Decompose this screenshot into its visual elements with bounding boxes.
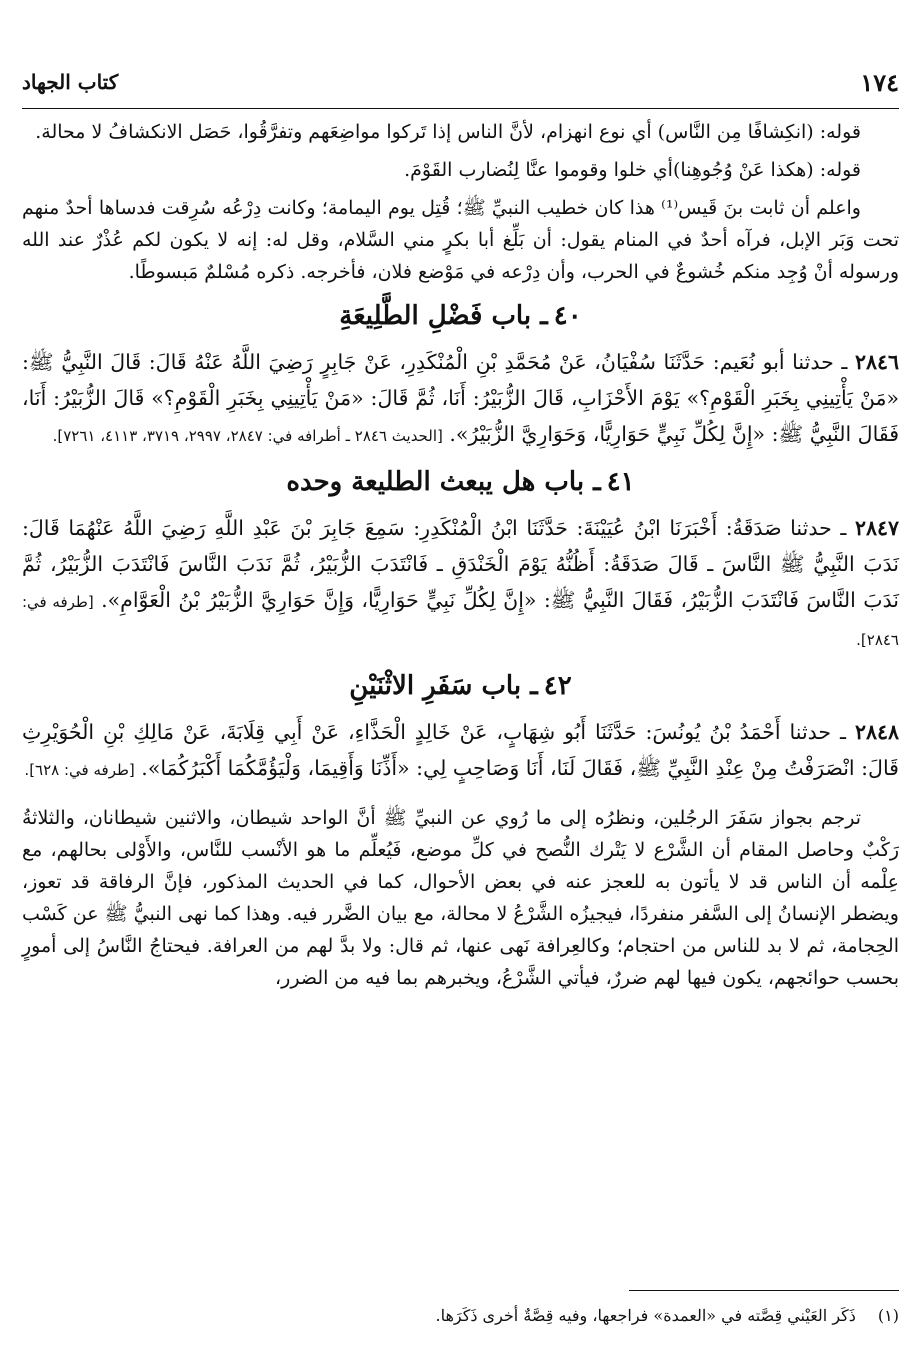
hadith-text: ـ حدثنا أَحْمَدُ بْنُ يُونُسَ: حَدَّثَنَا أَبُو شِهَابٍ، عَنْ خَالِدٍ الْحَذَّاءِ، عَنْ أَبِي قِلَابَةَ، عَنْ مَالِكِ بْنِ الْحُوَيْرِثِ قَالَ: انْصَرَفْتُ مِنْ عِنْدِ النَّبِيِّ ﷺ، فَقَالَ لَنَا، أَنَا وَصَاحِبٍ لِي: «أَذِّنَا وَأَقِيمَا، وَلْيَؤُمَّكُمَا أَكْبَرُكُمَا».	[22, 720, 899, 780]
hadith-text: ـ حدثنا أبو نُعَيم: حَدَّثَنَا سُفْيَانُ، عَنْ مُحَمَّدِ بْنِ الْمُنْكَدِرِ، عَنْ جَابِرٍ رَضِيَ اللَّهُ عَنْهُ قَالَ: قَالَ النَّبِيُّ ﷺ: «مَنْ يَأْتِينِي بِخَبَرِ الْقَوْمِ؟» يَوْمَ الأَحْزَابِ، قَالَ الزُّبَيْرُ: أَنَا، ثُمَّ قَالَ: «مَنْ يَأْتِينِي بِخَبَرِ الْقَوْمِ؟» قَالَ الزُّبَيْرُ: أَنَا، فَقَالَ النَّبِيُّ ﷺ: «إِنَّ لِكُلِّ نَبِيٍّ حَوَارِيًّا، وَحَوَارِيَّ الزُّبَيْرُ».	[22, 350, 899, 446]
chapter-heading	[22, 464, 899, 500]
footnote	[22, 1304, 899, 1328]
chapter-title: ـ باب هل يبعث الطليعة وحده	[286, 467, 601, 497]
commentary-paragraph: قوله: (هكذا عَنْ وُجُوهِنا)أي خلوا وقوموا عنَّا لِنُضارب القَوْمَ.	[404, 159, 861, 181]
hadith-text: ـ حدثنا صَدَقَةُ: أَخْبَرَنَا ابْنُ عُيَيْنَةَ: حَدَّثَنَا ابْنُ الْمُنْكَدِرِ: سَمِعَ جَابِرَ بْنَ عَبْدِ اللَّهِ رَضِيَ اللَّهُ عَنْهُمَا قَالَ: نَدَبَ النَّبِيُّ ﷺ النَّاسَ ـ قَالَ صَدَقَةُ: أَظُنُّهُ يَوْمَ الْخَنْدَقِ ـ فَانْتَدَبَ الزُّبَيْرُ، ثُمَّ نَدَبَ النَّاسَ فَانْتَدَبَ الزُّبَيْرُ، ثُمَّ نَدَبَ النَّاسَ فَانْتَدَبَ الزُّبَيْرُ، فَقَالَ النَّبِيُّ ﷺ: «إِنَّ لِكُلِّ نَبِيٍّ حَوَارِيًّا، وَإِنَّ حَوَارِيَّ الزُّبَيْرُ بْنُ الْعَوَّامِ».	[22, 516, 899, 612]
chapter-number: ٤٠	[553, 301, 582, 331]
footnote-text: ذَكَر العَيْني قِصَّته في «العمدة» فراجعها، وفيه قِصَّةٌ أخرى ذَكَرَها.	[435, 1306, 856, 1325]
running-head	[22, 68, 899, 104]
chapter-number: ٤٢	[543, 671, 572, 701]
hadith-number: ٢٨٤٧	[854, 516, 899, 540]
hadith-block	[22, 714, 899, 788]
page-number: ١٧٤	[860, 68, 899, 97]
chapter-title: ـ باب سَفَرِ الاثْنَيْنِ	[349, 671, 538, 701]
commentary-paragraph: قوله: (انكِشافًا مِن النَّاس) أي نوع انهزام، لأنَّ الناس إذا تَركوا مواضِعَهم وتفرَّقُوا، حَصَل الانكشافُ لا محالة.	[35, 121, 861, 143]
header-rule	[22, 108, 899, 109]
hadith-reference: [طرفه في: ٦٢٨].	[24, 761, 135, 779]
hadith-reference: [طرفه في: ٢٨٤٦].	[22, 593, 899, 649]
footnote-mark: (١)	[877, 1306, 899, 1325]
hadith-reference: [الحديث ٢٨٤٦ ـ أطرافه في: ٢٨٤٧، ٢٩٩٧، ٣٧١٩، ٤١١٣، ٧٢٦١].	[52, 427, 443, 445]
hadith-number: ٢٨٤٨	[854, 720, 899, 744]
hadith-block	[22, 510, 899, 658]
hadith-number: ٢٨٤٦	[854, 350, 899, 374]
commentary-paragraph: ترجم بجواز سَفَرَ الرجُلين، ونظرُه إلى ما رُوي عن النبيِّ ﷺ أنَّ الواحد شيطان، والاثنين شيطانان، والثلاثةُ رَكْبٌ وحاصل المقام أن الشَّرْع لا يَتْرك النُّصح في كلِّ موضع، فَيُعلِّم ما هو الأنْسب للنَّاس، والأَوْلى بحالهم، مع عِلْمه أن الناس قد لا يأتون به للعجز عنه في بعض الأحوال، كما في الحديث المذكور، فإنَّ الرفاقة قد تعوز، ويضطر الإنسانُ إلى السَّفر منفردًا، فيجيزُه الشَّرْعُ لا محالة، مع بيان الضَّرر فيه. وهذا كما نهى النبيُّ ﷺ عن كَسْب الحِجامة، ثم لا بد للناس من احتجام؛ وكالعِرافة نَهى عنها، ثم قال: ولا بدَّ لهم من العرافة. فيحتاجُ النَّاسُ إلى أمورٍ بحسب حوائجهم، يكون فيها لهم ضررٌ، فيأتي الشَّرْعُ، ويخبرهم بما فيه من الضرر،	[22, 807, 900, 989]
book-title: كتاب الجهاد	[22, 70, 119, 94]
footnote-rule	[629, 1290, 899, 1291]
main-text	[22, 116, 899, 1000]
hadith-block	[22, 344, 899, 454]
chapter-heading	[22, 668, 899, 704]
commentary-paragraph: واعلم أن ثابت بنَ قَيس⁽¹⁾ هذا كان خطيب النبيِّ ﷺ؛ قُتِل يوم اليمامة؛ وكانت دِرْعُه سُرِقت فدساها أحدٌ منهم تحت وَبَر الإبل، فرآه أحدٌ في المنام يقول: أن بَلِّغ أبا بكرٍ مني السَّلام، وقل له: إنه لا يكون لكم عُذْرٌ عند الله ورسوله أنْ وُجِد منكم خُشوعٌ في الحرب، وأن دِرْعه في مَوْضع فلان، فأخرجه. ذكره مُسْلمٌ مَبسوطًا.	[22, 197, 899, 283]
chapter-title: ـ باب فَضْلِ الطَّلِيعَةِ	[339, 301, 548, 331]
chapter-number: ٤١	[606, 467, 635, 497]
chapter-heading	[22, 298, 899, 334]
